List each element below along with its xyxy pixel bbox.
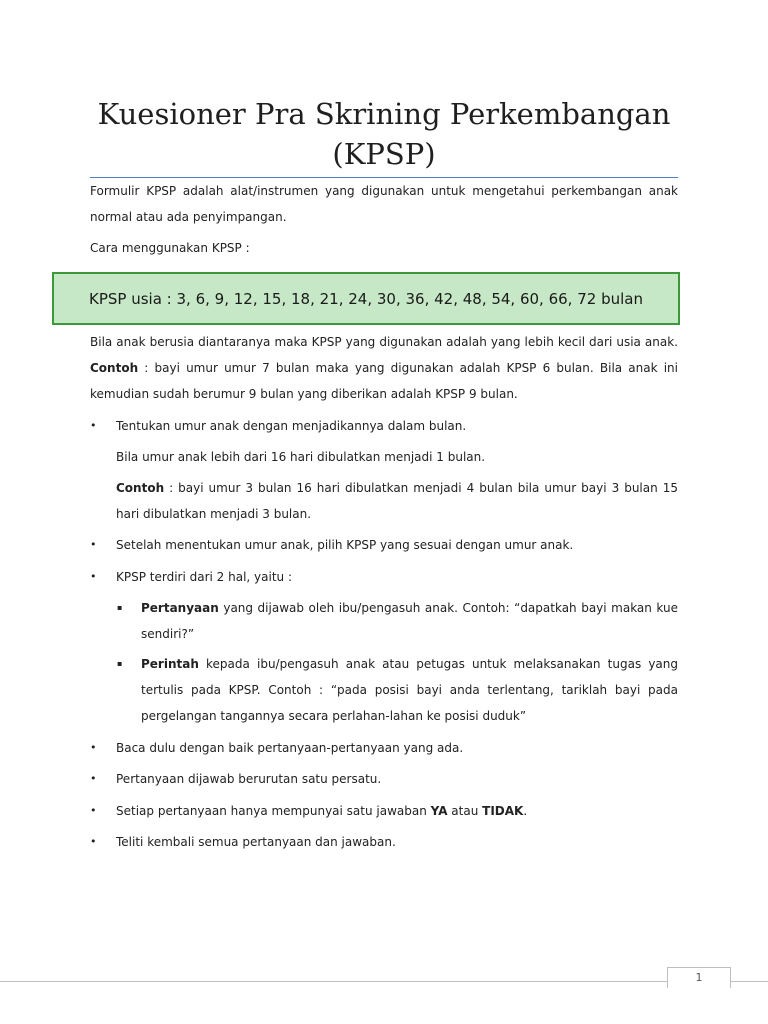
perintah-text: kepada ibu/pengasuh anak atau petugas untuk melaksanakan tugas yang tertulis pada KPSP. Contoh : “pada posisi bayi anda terlentang, tariklah bayi pada pergelangan tangannya secara perlahan-lahan ke posisi duduk” [141, 657, 678, 723]
rule-example-text: : bayi umur umur 7 bulan maka yang digunakan adalah KPSP 6 bulan. Bila anak ini kemudian sudah berumur 9 bulan yang diberikan adalah KPSP 9 bulan. [90, 361, 678, 401]
example-text: : bayi umur 3 bulan 16 hari dibulatkan menjadi 4 bulan bila umur bayi 3 bulan 15 hari dibulatkan menjadi 3 bulan. [116, 481, 678, 521]
how-to-label: Cara menggunakan KPSP : [90, 241, 250, 255]
rule-example-label: Contoh [90, 361, 139, 375]
list-item-age-example [116, 475, 678, 527]
pertanyaan-label: Pertanyaan [141, 601, 219, 615]
list-item-read-first: Baca dulu dengan baik pertanyaan-pertanyaan yang ada. [116, 741, 464, 755]
bullet-icon: • [90, 741, 97, 754]
list-item-age-rounding: Bila umur anak lebih dari 16 hari dibulatkan menjadi 1 bulan. [116, 450, 486, 464]
footer-rule [0, 981, 768, 982]
bullet-icon: • [90, 772, 97, 785]
list-item-yes-no [116, 798, 678, 824]
square-bullet-icon: ▪ [117, 659, 123, 668]
list-item-review: Teliti kembali semua pertanyaan dan jawaban. [116, 835, 396, 849]
kpsp-age-box [52, 272, 680, 325]
tidak-label: TIDAK [482, 804, 524, 818]
period-text: . [523, 804, 528, 818]
page-number: 1 [667, 967, 731, 988]
atau-text: atau [447, 804, 483, 818]
kpsp-age-text: KPSP usia : 3, 6, 9, 12, 15, 18, 21, 24, 30, 36, 42, 48, 54, 60, 66, 72 bulan [89, 289, 643, 308]
perintah-label: Perintah [141, 657, 199, 671]
list-item-age: Tentukan umur anak dengan menjadikannya dalam bulan. [116, 419, 467, 433]
rule-text: Bila anak berusia diantaranya maka KPSP yang digunakan adalah yang lebih kecil dari usia anak. [90, 335, 678, 349]
list-item-answer-order: Pertanyaan dijawab berurutan satu persatu. [116, 772, 382, 786]
square-bullet-icon: ▪ [117, 603, 123, 612]
pertanyaan-text: yang dijawab oleh ibu/pengasuh anak. Contoh: “dapatkah bayi makan kue sendiri?” [141, 601, 678, 641]
bullet-icon: • [90, 419, 97, 432]
bullet-icon: • [90, 570, 97, 583]
intro-paragraph: Formulir KPSP adalah alat/instrumen yang digunakan untuk mengetahui perkembangan anak normal atau ada penyimpangan. [90, 184, 678, 224]
bullet-icon: • [90, 804, 97, 817]
list-item-choose-kpsp: Setelah menentukan umur anak, pilih KPSP yang sesuai dengan umur anak. [116, 538, 574, 552]
list-item-kpsp-parts: KPSP terdiri dari 2 hal, yaitu : [116, 570, 292, 584]
yes-no-text: Setiap pertanyaan hanya mempunyai satu jawaban [116, 804, 431, 818]
page-title: Kuesioner Pra Skrining Perkembangan (KPSP) [97, 97, 671, 171]
rule-paragraph [90, 329, 678, 407]
bullet-icon: • [90, 835, 97, 848]
sub-item-perintah [141, 651, 678, 729]
ya-label: YA [430, 804, 448, 818]
sub-item-pertanyaan [141, 595, 678, 647]
example-label: Contoh [116, 481, 165, 495]
bullet-icon: • [90, 538, 97, 551]
